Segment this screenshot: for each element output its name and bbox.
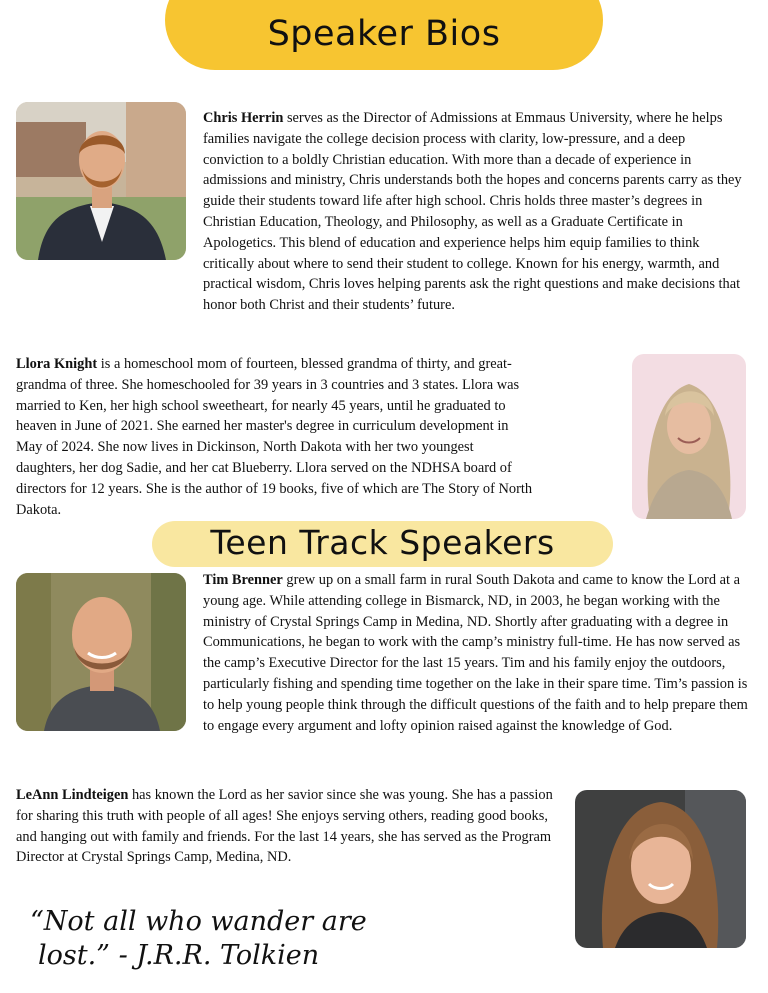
tim-brenner-bio	[203, 570, 748, 736]
chris-herrin-photo	[16, 102, 186, 260]
tim-brenner-photo	[16, 573, 186, 731]
portrait-image	[16, 573, 186, 731]
speaker-bio-text: has known the Lord as her savior since she was young. She has a passion for sharing this truth with people of all ages! She enjoys serving others, reading good books, and hanging out with family and friends. For the last 14 years, she has served as the Program Director at Crystal Springs Camp, Medina, ND.	[16, 787, 553, 866]
speaker-bio-text: grew up on a small farm in rural South Dakota and came to know the Lord at a young age. While attending college in Bismarck, ND, in 2003, he began working with the ministry of Crystal Springs Camp in Medina, ND. Shortly after graduating with a degree in Communications, he began to work with the camp’s ministry full-time. He has now served as the camp’s Executive Director for the last 15 years. Tim and his family enjoy the outdoors, particularly fishing and spending time together on the lake in their spare time. Tim’s passion is to help young people think through the difficult questions of the faith and to help prepare them to engage every argument and lofty opinion raised against the knowledge of God.	[203, 572, 748, 734]
speaker-bio-text: serves as the Director of Admissions at Emmaus University, where he helps families navigate the college decision process with clarity, low-pressure, and a deep conviction to a boldly Christian education. With more than a decade of experience in admissions and ministry, Chris understands both the hopes and concerns parents carry as they guide their students toward life after high school. Chris holds three master’s degrees in Christian Education, Theology, and Philosophy, as well as a Graduate Certificate in Apologetics. This blend of education and experience helps him equip families to think critically about where to send their student to college. Known for his energy, warmth, and practical wisdom, Chris loves helping parents ask the right questions and make decisions that honor both Christ and their students’ future.	[203, 110, 742, 314]
portrait-image	[16, 102, 186, 260]
chris-herrin-bio	[203, 108, 748, 316]
tolkien-quote	[30, 905, 450, 973]
speaker-bio-text: is a homeschool mom of fourteen, blessed grandma of thirty, and great-grandma of three. She homeschooled for 39 years in 3 countries and 3 states. Llora was married to Ken, her high school sweetheart, for nearly 45 years, until he graduated to heaven in June of 2021. She earned her master's degree in curriculum development in May of 2024. She now lives in Dickinson, North Dakota with her two youngest daughters, her dog Sadie, and her cat Blueberry. Llora served on the NDHSA board of directors for 12 years. She is the author of 19 books, five of which are The Story of North Dakota.	[16, 356, 533, 518]
llora-knight-photo	[632, 354, 746, 519]
page-title: Speaker Bios	[267, 14, 501, 54]
speaker-name: Tim Brenner	[203, 572, 283, 588]
quote-line-1: “Not all who wander are	[30, 906, 367, 937]
quote-line-2: lost.” - J.R.R. Tolkien	[38, 940, 320, 971]
speaker-name: Llora Knight	[16, 356, 98, 372]
speaker-name: Chris Herrin	[203, 110, 284, 126]
portrait-image	[632, 354, 746, 519]
llora-knight-bio	[16, 354, 534, 520]
portrait-image	[575, 790, 746, 948]
teen-track-title: Teen Track Speakers	[210, 523, 555, 562]
leann-lindteigen-bio	[16, 785, 561, 868]
leann-lindteigen-photo	[575, 790, 746, 948]
speaker-name: LeAnn Lindteigen	[16, 787, 129, 803]
